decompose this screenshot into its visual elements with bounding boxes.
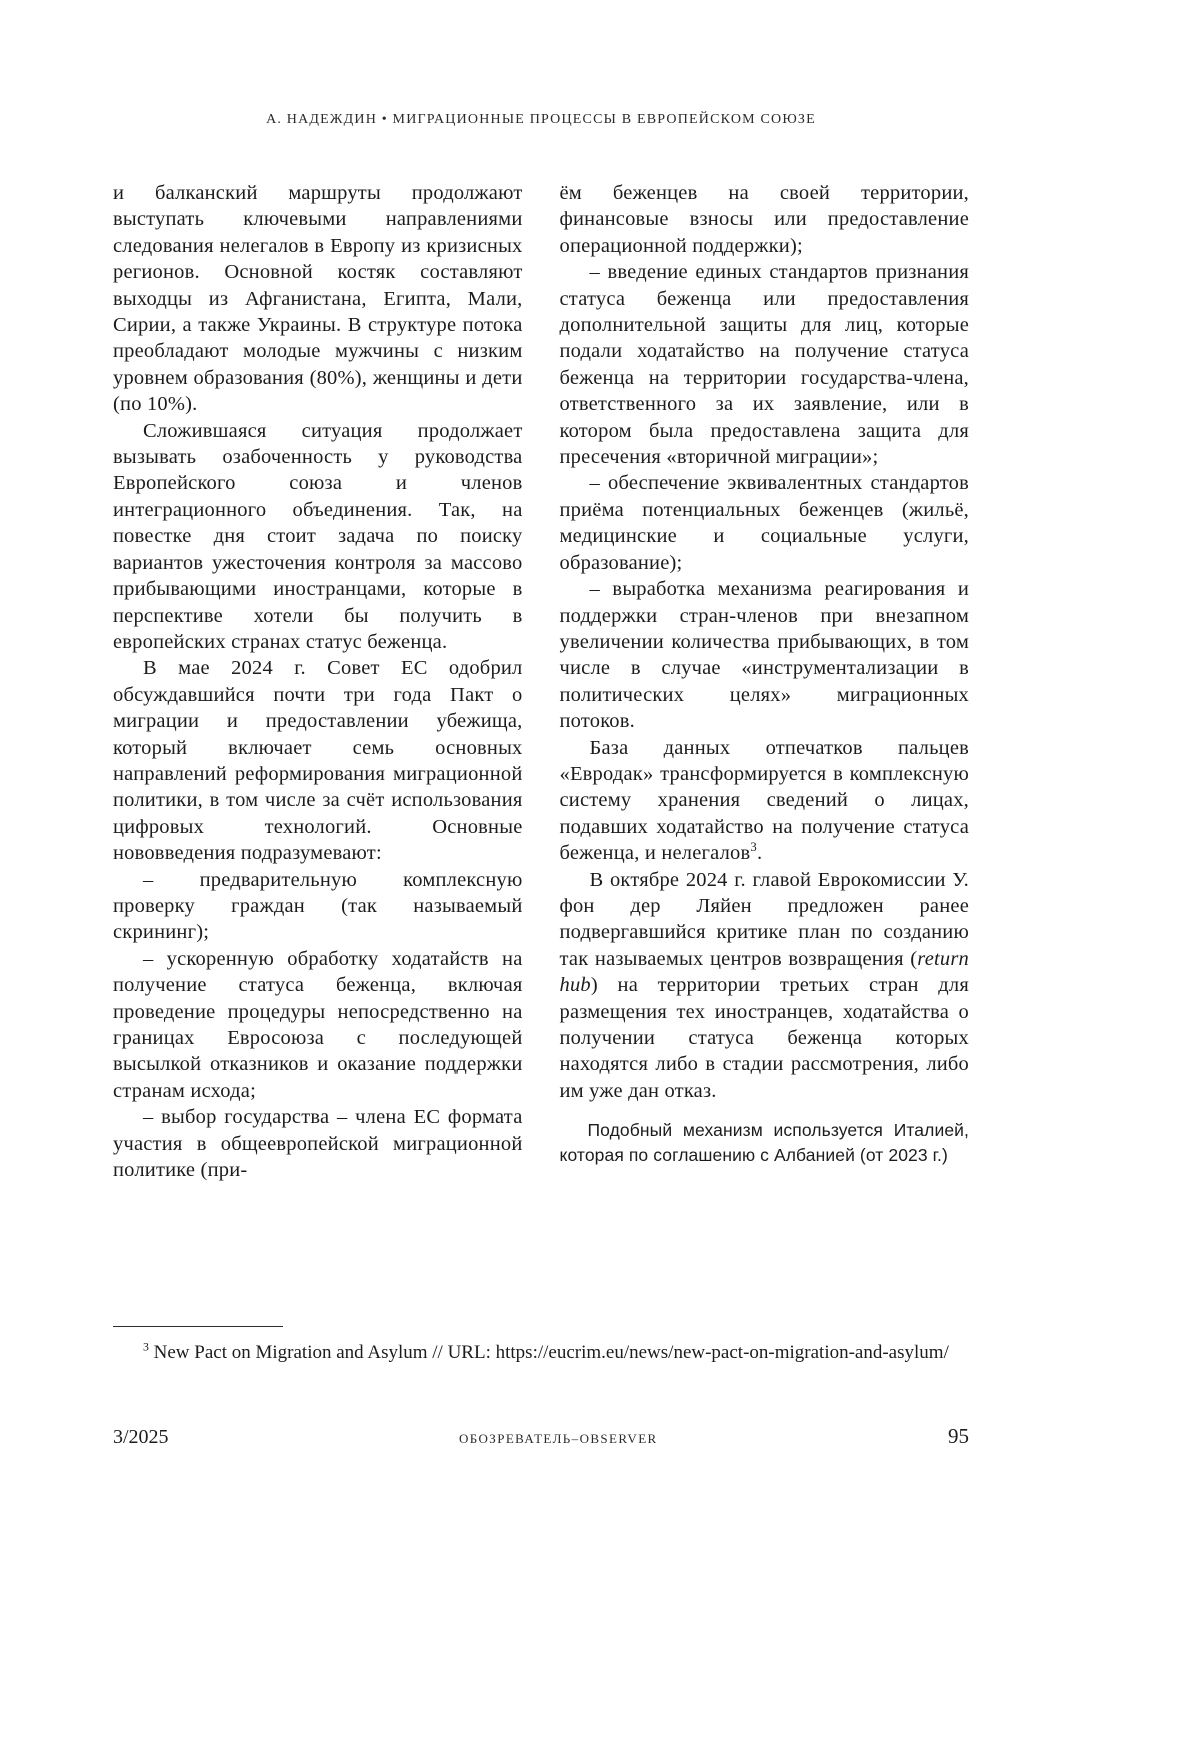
paragraph: Сложившаяся ситуация продолжает вызывать озабоченность у руководства Европейского союза и членов интеграционного объединения. Так, на повестке дня стоит задача по поиску вариантов ужесточения контроля за массово прибывающими иностранцами, которые в перспективе хотели бы получить в европейских странах статус беженца. [113,419,523,653]
issue-number: 3/2025 [113,1426,169,1448]
paragraph: и балканский маршруты продолжают выступать ключевыми направлениями следования нелегалов в Европу из кризисных регионов. Основной костяк составляют выходцы из Афганистана, Египта, Мали, Сирии, а также Украины. В структуре потока преобладают молодые мужчины с низким уровнем образования (80%), женщины и дети (по 10%). [113,182,523,416]
list-item-dash: – ускоренную обработку ходатайств на получение статуса беженца, включая проведение процедуры непосредственно на границах Евросоюза с последующей высылкой отказников и оказание поддержки странам исхода; [113,947,523,1102]
left-column [113,180,523,1183]
list-item-dash: – выбор государства – члена ЕС формата участия в общеевропейской миграционной политике (при- [113,1106,523,1182]
footnote-block [113,1326,969,1366]
petit-paragraph: Подобный механизм используется Италией, которая по соглашению с Албанией (от 2023 г.) [559,1120,969,1166]
paragraph-text: База данных отпечатков пальцев «Евродак» трансформируется в комплексную систему хранения сведений о лицах, подавших ходатайство на получение статуса беженца, и нелегалов [559,736,969,865]
paragraph: В мае 2024 г. Совет ЕС одобрил обсуждавшийся почти три года Пакт о миграции и предоставлении убежища, который включает семь основных направлений реформирования миграционной политики, в том числе за счёт использования цифровых технологий. Основные нововведения подразумевают: [113,657,523,865]
paragraph: ём беженцев на своей территории, финансовые взносы или предоставление операционной поддержки); [559,182,969,257]
journal-title: ОБОЗРЕВАТЕЛЬ–OBSERVER [458,1431,658,1446]
page-footer [113,1424,969,1449]
footnote-reference: 3 [750,840,757,855]
right-column [560,180,970,1183]
paragraph-text: ) на территории третьих стран для размещения тех иностранцев, ходатайства о получении статуса беженца которых находятся либо в стадии рассмотрения, либо им уже дан отказ. [559,974,969,1102]
footnote-text: New Pact on Migration and Asylum // URL: https://eucrim.eu/news/new-pact-on-migration-and-asylum/ [148,1342,949,1363]
footnote [113,1339,969,1366]
list-item-dash: – обеспечение эквивалентных стандартов приёма потенциальных беженцев (жильё, медицинские и социальные услуги, образование); [559,472,969,574]
list-item-dash: – введение единых стандартов признания статуса беженца или предоставления дополнительной защиты для лиц, которые подали ходатайство на получение статуса беженца на территории государства-члена, ответственного за их заявление, или в котором была предоставлена защита для пресечения «вторичной миграции»; [559,261,969,469]
paragraph-with-footnote-ref [560,735,970,867]
footnote-marker: 3 [143,1340,149,1354]
running-head: А. НАДЕЖДИН • МИГРАЦИОННЫЕ ПРОЦЕССЫ В ЕВРОПЕЙСКОМ СОЮЗЕ [266,112,816,127]
paragraph-with-italic [560,867,970,1105]
list-item-dash: – предварительную комплексную проверку граждан (так называемый скрининг); [113,868,523,944]
italic-term: return hub [559,947,969,997]
page-number: 95 [948,1424,969,1448]
list-item-dash: – выработка механизма реагирования и поддержки стран-членов при внезапном увеличении количества прибывающих, в том числе в случае «инструментализации в политических целях» миграционных потоков. [559,578,969,733]
footnote-separator [113,1326,283,1327]
article-body [113,180,969,1183]
paragraph-text: В октябре 2024 г. главой Еврокомиссии У. фон дер Ляйен предложен ранее подвергавшийся критике план по созданию так называемых центров возвращения ( [559,868,969,970]
paragraph-text: . [756,842,763,865]
